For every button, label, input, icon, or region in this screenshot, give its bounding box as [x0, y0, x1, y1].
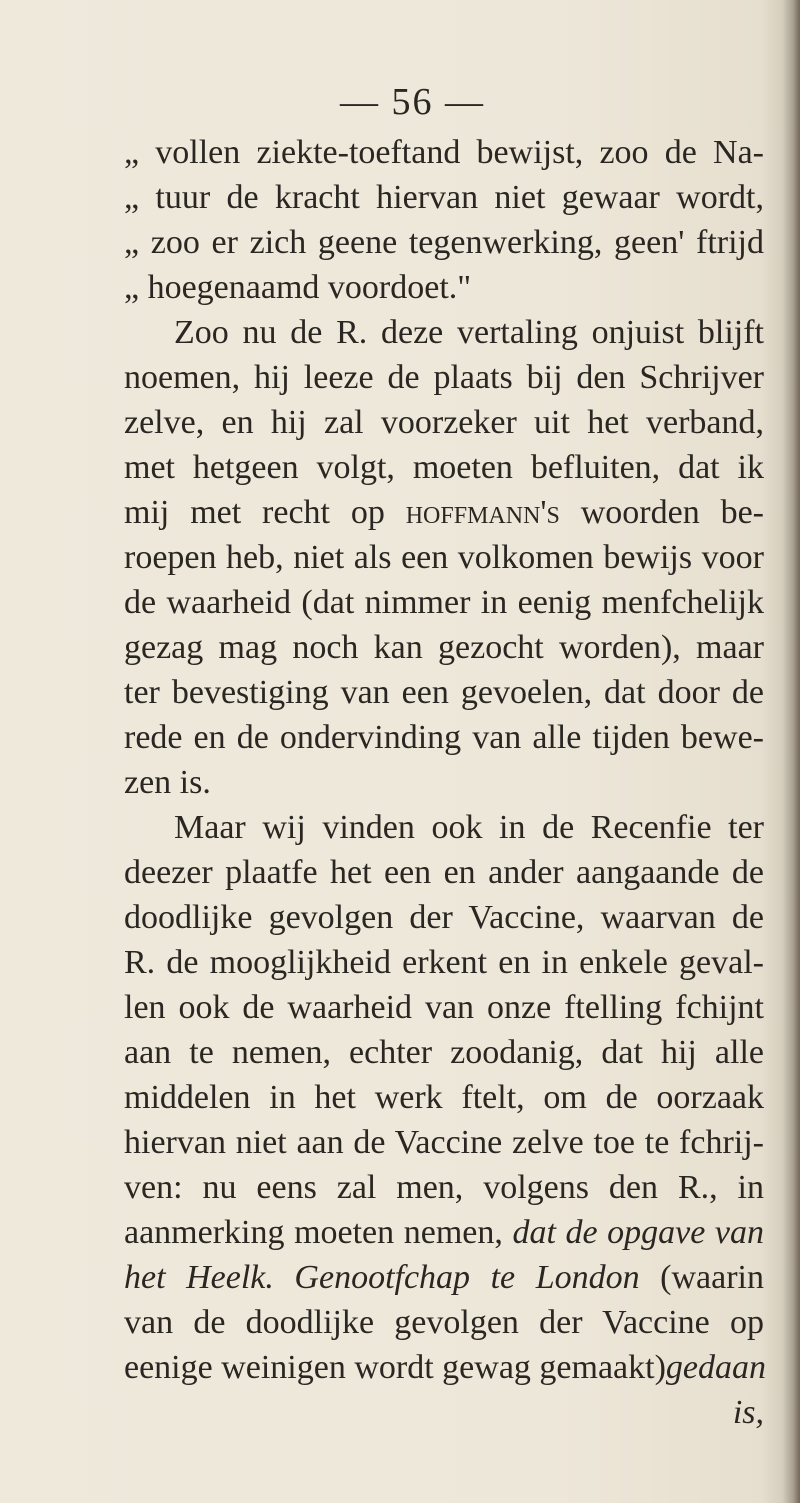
text-line: ter bevestiging van een gevoelen, dat door de [124, 674, 764, 711]
text-line: Zoo nu de R. deze vertaling onjuist blijft [174, 314, 764, 351]
text-line: noemen, hij leeze de plaats bij den Schrijver [124, 359, 764, 396]
italic-segment: is, [732, 1394, 764, 1431]
text-line [124, 490, 764, 535]
text-segment: woorden be- [559, 494, 764, 531]
text-line: deezer plaatfe het een en ander aangaande de [124, 854, 764, 891]
catchword [124, 1390, 764, 1435]
text-segment: (waarin [639, 1259, 764, 1296]
text-line: roepen heb, niet als een volkomen bewijs voor [124, 539, 764, 576]
italic-segment: dat de opgave van [512, 1214, 764, 1251]
author-name-smallcaps: hoffmann's [405, 494, 560, 531]
text-line: gezag mag noch kan gezocht worden), maar [124, 629, 764, 666]
text-segment: aanmerking moeten nemen, [124, 1214, 513, 1251]
text-line: Maar wij vinden ook in de Recenfie ter [174, 809, 764, 846]
text-line: zen is. [124, 764, 211, 801]
italic-segment: gedaan [665, 1349, 766, 1386]
text-line [124, 1345, 764, 1390]
body-text [124, 130, 764, 1435]
text-line: „ zoo er zich geene tegenwerking, geen' ftrijd [124, 224, 764, 261]
text-line: met hetgeen volgt, moeten befluiten, dat ik [124, 449, 764, 486]
text-line [124, 1210, 764, 1255]
text-line: doodlijke gevolgen der Vaccine, waarvan de [124, 899, 764, 936]
text-line [124, 1255, 764, 1300]
text-segment: mij met recht op [124, 494, 406, 531]
text-line: R. de mooglijkheid erkent en in enkele geval- [124, 944, 764, 981]
page-edge-shadow [782, 0, 800, 1503]
text-line: rede en de ondervinding van alle tijden bewe- [124, 719, 764, 756]
text-line: len ook de waarheid van onze ftelling fchijnt [124, 989, 764, 1026]
text-line: „ vollen ziekte-toeftand bewijst, zoo de Na- [124, 134, 764, 171]
text-line: hiervan niet aan de Vaccine zelve toe te fchrij- [124, 1124, 764, 1161]
page-number: — 56 — [340, 81, 485, 123]
text-line: van de doodlijke gevolgen der Vaccine op [124, 1304, 764, 1341]
text-line: ven: nu eens zal men, volgens den R., in [124, 1169, 764, 1206]
text-line: „ hoegenaamd voordoet." [124, 269, 472, 306]
text-line: aan te nemen, echter zoodanig, dat hij alle [124, 1034, 764, 1071]
text-segment: eenige weinigen wordt gewag gemaakt) [124, 1349, 666, 1386]
text-line: de waarheid (dat nimmer in eenig menfchelijk [124, 584, 764, 621]
text-line: zelve, en hij zal voorzeker uit het verband, [124, 404, 764, 441]
text-line: middelen in het werk ftelt, om de oorzaak [124, 1079, 764, 1116]
italic-segment: het Heelk. Genootfchap te London [124, 1259, 640, 1296]
text-line: „ tuur de kracht hiervan niet gewaar wordt, [124, 179, 764, 216]
